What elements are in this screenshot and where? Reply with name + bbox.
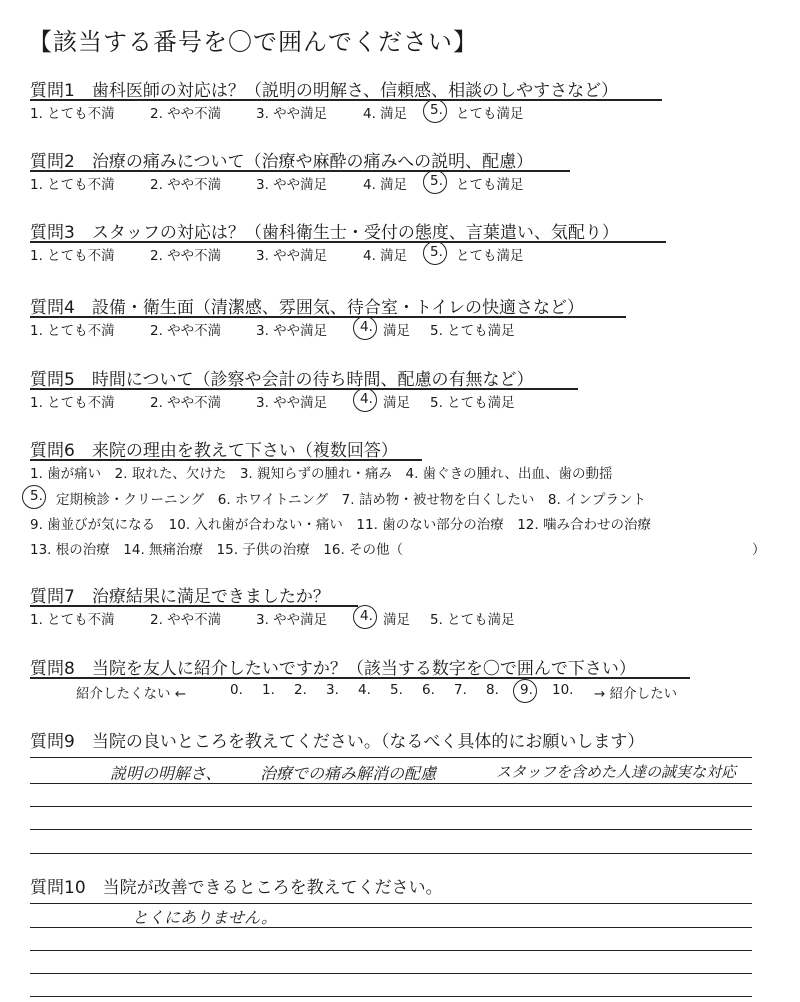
q4-option-5[interactable]: 5. とても満足	[430, 323, 515, 339]
q8-right-label: → 紹介したい	[594, 686, 678, 702]
question-3-underline	[30, 241, 666, 243]
answer-line	[30, 927, 752, 928]
q5-option-1[interactable]: 1. とても不満	[30, 395, 115, 411]
question-5-text: 質問5 時間について（診察や会計の待ち時間、配慮の有無など）	[30, 370, 534, 390]
question-7-text: 質問7 治療結果に満足できましたか？	[30, 587, 330, 607]
q7-option-3[interactable]: 3. やや満足	[256, 612, 328, 628]
q8-score-5[interactable]: 5.	[390, 682, 403, 698]
selection-circle	[423, 241, 447, 265]
selection-circle	[353, 605, 377, 629]
q5-option-3[interactable]: 3. やや満足	[256, 395, 328, 411]
q1-option-3[interactable]: 3. やや満足	[256, 106, 328, 122]
question-1-text: 質問1 歯科医師の対応は？（説明の明解さ、信頼感、相談のしやすさなど）	[30, 81, 619, 101]
q9-answer-part-2[interactable]: 治療での痛み解消の配慮	[260, 764, 437, 783]
question-4-underline	[30, 316, 626, 318]
question-6-underline	[30, 459, 422, 461]
selection-circle	[22, 485, 46, 509]
q4-option-4-label[interactable]: 満足	[383, 323, 410, 339]
question-1-underline	[30, 99, 662, 101]
selection-circle	[353, 388, 377, 412]
q9-answer-part-1[interactable]: 説明の明解さ、	[110, 764, 222, 783]
question-3-text: 質問3 スタッフの対応は？（歯科衛生士・受付の態度、言葉遣い、気配り）	[30, 223, 619, 243]
q4-option-2[interactable]: 2. やや不満	[150, 323, 222, 339]
q4-option-1[interactable]: 1. とても不満	[30, 323, 115, 339]
question-8-underline	[30, 677, 690, 679]
selection-circle	[353, 316, 377, 340]
q6-option-line-3[interactable]: 9. 歯並びが気になる 10. 入れ歯が合わない・痛い 11. 歯のない部分の治療 12. 噛み合わせの治療	[30, 517, 651, 533]
q8-score-3[interactable]: 3.	[326, 682, 339, 698]
q3-option-2[interactable]: 2. やや不満	[150, 248, 222, 264]
q3-option-3[interactable]: 3. やや満足	[256, 248, 328, 264]
selection-circle	[423, 170, 447, 194]
question-6-text: 質問6 来院の理由を教えて下さい（複数回答）	[30, 441, 398, 461]
question-7-underline	[30, 605, 358, 607]
q7-option-5[interactable]: 5. とても満足	[430, 612, 515, 628]
q8-left-label: 紹介したくない ←	[76, 686, 187, 702]
answer-line	[30, 973, 752, 974]
q9-answer-part-3[interactable]: スタッフを含めた人達の誠実な対応	[496, 763, 737, 781]
q1-option-5-number[interactable]: 5.	[430, 102, 443, 118]
q3-option-5-label[interactable]: とても満足	[456, 248, 524, 264]
q1-option-1[interactable]: 1. とても不満	[30, 106, 115, 122]
q1-option-5-label[interactable]: とても満足	[456, 106, 524, 122]
q2-option-3[interactable]: 3. やや満足	[256, 177, 328, 193]
answer-line	[30, 996, 752, 997]
q2-option-4[interactable]: 4. 満足	[363, 177, 408, 193]
q6-option-line-4[interactable]: 13. 根の治療 14. 無痛治療 15. 子供の治療 16. その他（	[30, 542, 404, 558]
answer-line	[30, 829, 752, 830]
question-2-text: 質問2 治療の痛みについて（治療や麻酔の痛みへの説明、配慮）	[30, 152, 534, 172]
form-title: 【該当する番号を〇で囲んでください】	[28, 28, 478, 56]
q5-option-4-number[interactable]: 4.	[360, 391, 373, 407]
q2-option-5-label[interactable]: とても満足	[456, 177, 524, 193]
q5-option-2[interactable]: 2. やや不満	[150, 395, 222, 411]
question-10-text: 質問10 当院が改善できるところを教えてください。	[30, 878, 443, 898]
selection-circle	[513, 679, 537, 703]
q8-score-6[interactable]: 6.	[422, 682, 435, 698]
q8-score-10[interactable]: 10.	[552, 682, 574, 698]
q2-option-2[interactable]: 2. やや不満	[150, 177, 222, 193]
q2-option-1[interactable]: 1. とても不満	[30, 177, 115, 193]
q1-option-4[interactable]: 4. 満足	[363, 106, 408, 122]
q3-option-5-number[interactable]: 5.	[430, 244, 443, 260]
answer-line	[30, 853, 752, 854]
q6-other-close-paren: ）	[752, 542, 766, 558]
answer-line	[30, 757, 752, 758]
question-5-underline	[30, 388, 578, 390]
q10-answer[interactable]: とくにありません。	[132, 908, 277, 927]
q8-score-2[interactable]: 2.	[294, 682, 307, 698]
q1-option-2[interactable]: 2. やや不満	[150, 106, 222, 122]
q7-option-1[interactable]: 1. とても不満	[30, 612, 115, 628]
question-2-underline	[30, 170, 570, 172]
q5-option-5[interactable]: 5. とても満足	[430, 395, 515, 411]
q5-option-4-label[interactable]: 満足	[383, 395, 410, 411]
answer-line	[30, 783, 752, 784]
q6-option-5-number[interactable]: 5.	[30, 488, 43, 504]
q8-score-7[interactable]: 7.	[454, 682, 467, 698]
question-4-text: 質問4 設備・衛生面（清潔感、雰囲気、待合室・トイレの快適さなど）	[30, 298, 584, 318]
q8-score-8[interactable]: 8.	[486, 682, 499, 698]
q6-option-line-2[interactable]: 定期検診・クリーニング 6. ホワイトニング 7. 詰め物・被せ物を白くしたい 8. インプラント	[56, 492, 647, 508]
q7-option-2[interactable]: 2. やや不満	[150, 612, 222, 628]
q3-option-1[interactable]: 1. とても不満	[30, 248, 115, 264]
answer-line	[30, 903, 752, 904]
q7-option-4-number[interactable]: 4.	[360, 608, 373, 624]
q8-score-9[interactable]: 9.	[520, 682, 533, 698]
question-8-text: 質問8 当院を友人に紹介したいですか？（該当する数字を〇で囲んで下さい）	[30, 659, 636, 679]
q8-score-4[interactable]: 4.	[358, 682, 371, 698]
answer-line	[30, 950, 752, 951]
q6-option-line-1[interactable]: 1. 歯が痛い 2. 取れた、欠けた 3. 親知らずの腫れ・痛み 4. 歯ぐきの腫れ、出血、歯の動揺	[30, 466, 613, 482]
q4-option-3[interactable]: 3. やや満足	[256, 323, 328, 339]
answer-line	[30, 806, 752, 807]
question-9-text: 質問9 当院の良いところを教えてください。（なるべく具体的にお願いします）	[30, 732, 645, 752]
q8-score-1[interactable]: 1.	[262, 682, 275, 698]
q2-option-5-number[interactable]: 5.	[430, 173, 443, 189]
q3-option-4[interactable]: 4. 満足	[363, 248, 408, 264]
q7-option-4-label[interactable]: 満足	[383, 612, 410, 628]
q8-score-0[interactable]: 0.	[230, 682, 243, 698]
q4-option-4-number[interactable]: 4.	[360, 319, 373, 335]
selection-circle	[423, 99, 447, 123]
